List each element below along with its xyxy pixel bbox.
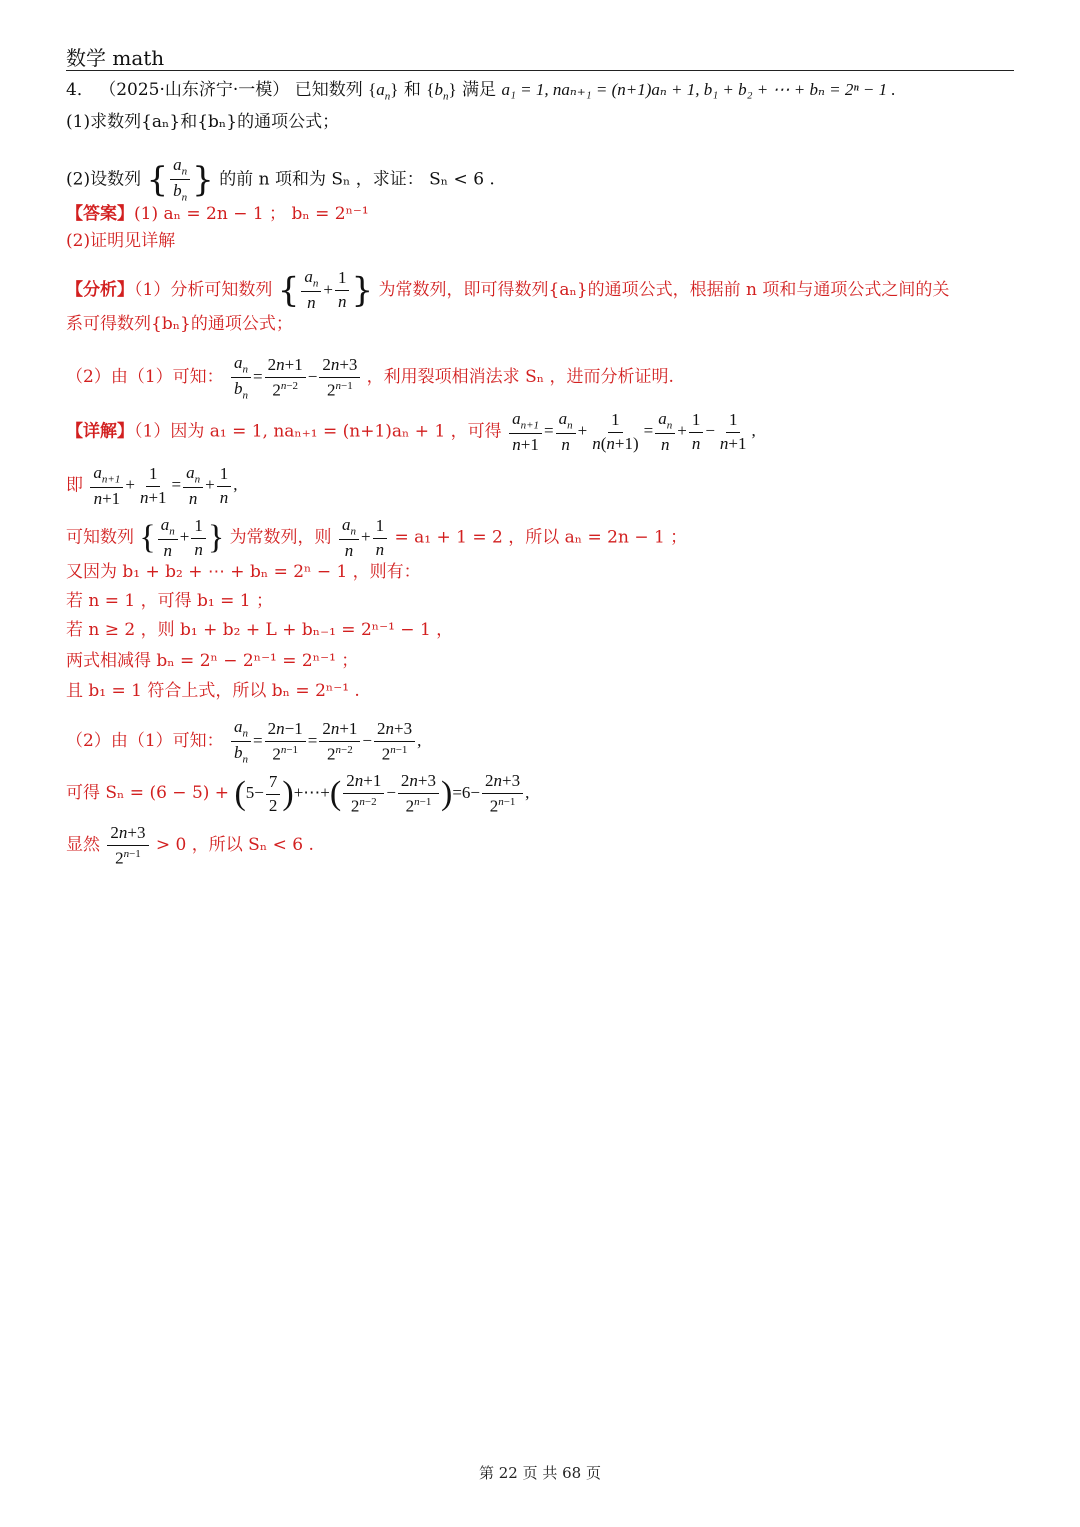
detail-line11: 显然 $\frac{2n+3}{2^{n-1}}$ > 0 ，所以 Sₙ < 6 . xyxy=(66,823,314,868)
detail-line2: 即 $\frac{a_{n+1}}{n+1}$ + $\frac{1}{n+1}$ = $\frac{a_n}{n}$ + $\frac{1}{n}$ , xyxy=(66,463,238,509)
page-footer: 第 22 页 共 68 页 xyxy=(478,1464,601,1482)
analysis-line1: 【分析】（1）分析可知数列 { $\frac{a_n}{n}$ + $\frac{1}{n}$ } 为常数列，即可得数列{aₙ}的通项公式，根据前 n 项和与通项公式之间的关 xyxy=(66,267,950,313)
analysis-label: 【分析】 xyxy=(66,280,134,301)
and-text: 和 xyxy=(403,80,421,100)
answer-line2: (2)证明见详解 xyxy=(66,231,176,251)
given-conditions: a₁ = 1, naₙ₊₁ = (n+1)aₙ + 1, b₁ + b₂ + ⋯ + bₙ = 2ⁿ − 1 . xyxy=(501,80,896,99)
detail-line3-lead: 可知数列 xyxy=(66,527,134,548)
satisfies-text: 满足 xyxy=(462,80,497,100)
analysis-line1-tail: 为常数列，即可得数列{aₙ}的通项公式，根据前 n 项和与通项公式之间的关 xyxy=(378,280,950,301)
analysis-line3: （2）由（1）可知： $\frac{a_n}{b_n}$ = $\frac{2n+1}{2^{n-2}}$ − $\frac{2n+3}{2^{n-1}}$ ，利用裂项相消法求 Sₙ ，进而分析证明. xyxy=(66,353,674,402)
detail-line8: 且 b₁ = 1 符合上式，所以 bₙ = 2ⁿ⁻¹ . xyxy=(66,681,360,701)
part2-lead: (2)设数列 xyxy=(66,169,142,190)
detail-line9-lead: （2）由（1）可知： xyxy=(66,730,224,751)
detail-line9: （2）由（1）可知： $\frac{a_n}{b_n}$ = $\frac{2n-1}{2^{n-1}}$ = $\frac{2n+1}{2^{n-2}}$ − $\frac{2n+3}{2^{n-1}}$ , xyxy=(66,717,422,766)
part2-tail: 的前 n 项和为 Sₙ ，求证： Sₙ < 6 . xyxy=(219,169,495,190)
header-title: 数学 math xyxy=(66,46,165,70)
problem-part1: (1)求数列{aₙ}和{bₙ}的通项公式； xyxy=(66,112,340,132)
detail-line3-mid: 为常数列，则 xyxy=(229,527,332,548)
problem-number: 4． xyxy=(66,80,94,100)
analysis-line1-lead: （1）分析可知数列 xyxy=(134,280,273,301)
answer-label: 【答案】 xyxy=(66,204,134,224)
detail-line6: 若 n ≥ 2 ，则 b₁ + b₂ + L + bₙ₋₁ = 2ⁿ⁻¹ − 1 ， xyxy=(66,620,454,640)
answer-line1 xyxy=(66,202,369,226)
detail-line4: 又因为 b₁ + b₂ + ⋯ + bₙ = 2ⁿ − 1 ，则有： xyxy=(66,562,421,582)
detail-line10-lead: 可得 Sₙ = (6 − 5) + xyxy=(66,782,230,803)
seq-a: $\{a_n\}$ xyxy=(368,80,399,103)
analysis-line2: 系可得数列{bₙ}的通项公式； xyxy=(66,314,293,334)
detail-line5: 若 n = 1 ，可得 b₁ = 1 ； xyxy=(66,591,273,611)
page-header xyxy=(66,40,1014,71)
seq-b: $\{b_n\}$ xyxy=(426,80,457,103)
detail-line10: 可得 Sₙ = (6 − 5) + (5− $\frac{7}{2}$ )+⋯+( $\frac{2n+1}{2^{n-2}}$ − $\frac{2n+3}{2^{n-1}}$ )=6− $\frac{2n+3}{2^{n-1}}$ , xyxy=(66,771,530,816)
problem-source: （2025·山东济宁·一模） xyxy=(99,80,290,100)
fraction-an-bn: $\frac{a_n}{b_n}$ xyxy=(170,156,190,204)
detail-line3: 可知数列 { $\frac{a_n}{n}$ + $\frac{1}{n}$ } 为常数列，则 $\frac{a_n}{n}$ + $\frac{1}{n}$ = a₁ + 1 = 2 ，所以 aₙ = 2n − 1 ； xyxy=(66,515,688,561)
answer-part1: (1) aₙ = 2n − 1 ； bₙ = 2ⁿ⁻¹ xyxy=(134,204,369,224)
detail-line3-tail: = a₁ + 1 = 2 ，所以 aₙ = 2n − 1 ； xyxy=(394,527,688,548)
problem-stem xyxy=(66,78,896,108)
detail-line2-lead: 即 xyxy=(66,475,83,496)
analysis-line3-lead: （2）由（1）可知： xyxy=(66,366,224,387)
stem-text: 已知数列 xyxy=(294,80,363,100)
detail-label: 【详解】 xyxy=(66,421,134,442)
analysis-line3-tail: ，利用裂项相消法求 Sₙ ，进而分析证明. xyxy=(366,366,674,387)
problem-part2: (2)设数列 { $\frac{a_n}{b_n}$ } 的前 n 项和为 Sₙ ，求证： Sₙ < 6 . xyxy=(66,155,495,204)
detail-line1: 【详解】（1）因为 a₁ = 1, naₙ₊₁ = (n+1)aₙ + 1 ，可得 $\frac{a_{n+1}}{n+1}$ = $\frac{a_n}{n}$ + $\frac{1}{n(n+1)}$ = $\frac{a_n}{n}$ + $\frac{1}{n}$ − $\frac{1}{n+1}$ , xyxy=(66,409,756,455)
detail-line1-lead: （1）因为 a₁ = 1, naₙ₊₁ = (n+1)aₙ + 1 ，可得 xyxy=(134,421,502,442)
detail-line11-lead: 显然 xyxy=(66,834,100,855)
detail-line7: 两式相减得 bₙ = 2ⁿ − 2ⁿ⁻¹ = 2ⁿ⁻¹ ； xyxy=(66,651,359,671)
detail-line11-tail: > 0 ，所以 Sₙ < 6 . xyxy=(155,834,314,855)
